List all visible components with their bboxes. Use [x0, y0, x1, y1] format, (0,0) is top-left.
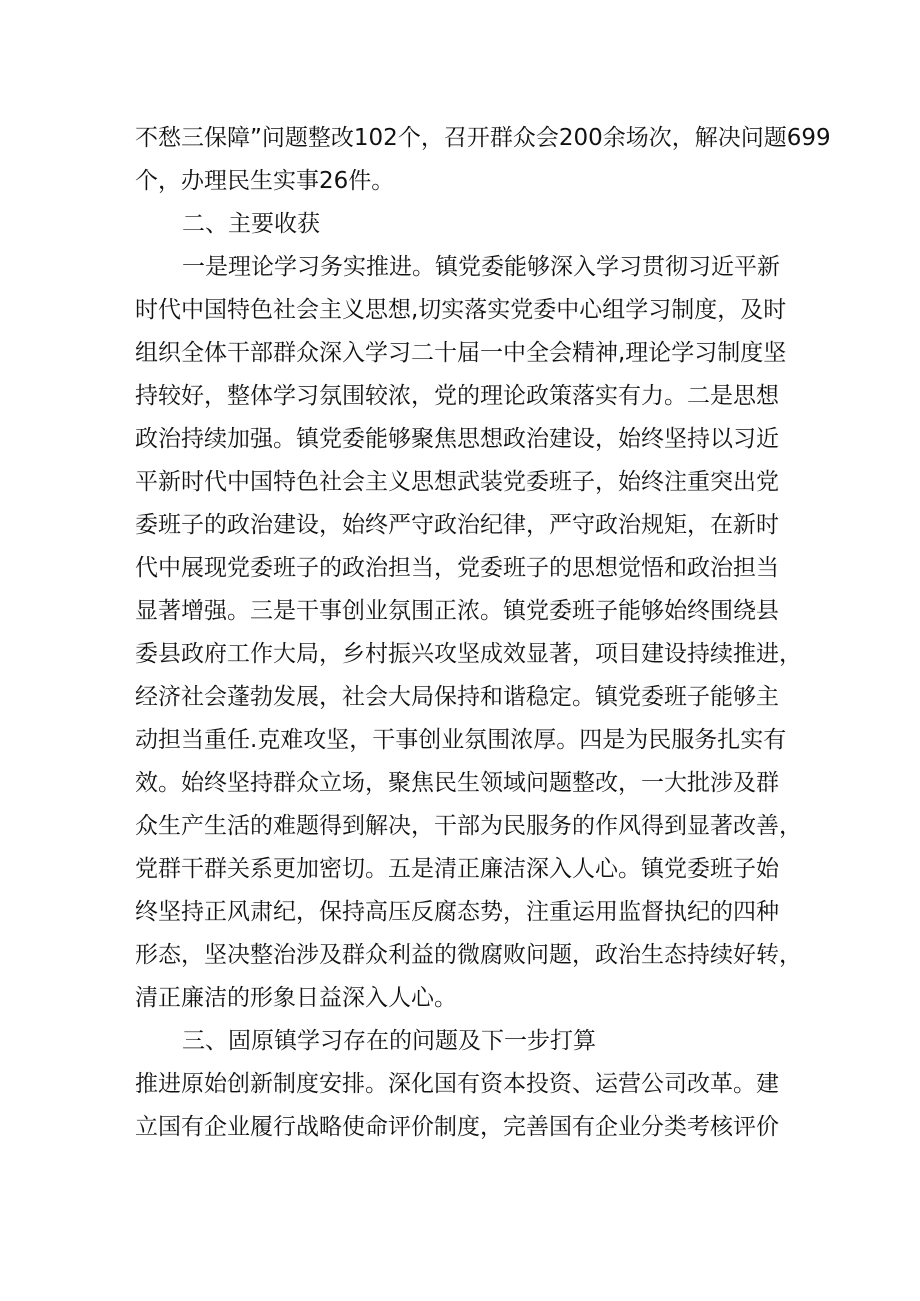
- text-line: 显著增强。三是干事创业氛围正浓。镇党委班子能够始终围绕县: [135, 598, 779, 624]
- text-line: 时代中国特色社会主义思想,切实落实党委中心组学习制度，及时: [135, 297, 787, 323]
- text-line: 动担当重任.克难攻坚，干事创业氛围浓厚。四是为民服务扎实有: [135, 727, 787, 753]
- section-heading: 三、固原镇学习存在的问题及下一步打算: [182, 1028, 596, 1054]
- paragraph-first-line: 一是理论学习务实推进。镇党委能够深入学习贯彻习近平新: [182, 254, 780, 280]
- text-line: 委县政府工作大局，乡村振兴攻坚成效显著，项目建设持续推进，: [135, 641, 802, 667]
- text-line: 众生产生活的难题得到解决，干部为民服务的作风得到显著改善，: [135, 813, 802, 839]
- text-line: 政治持续加强。镇党委能够聚焦思想政治建设，始终坚持以习近: [135, 426, 779, 452]
- text-line: 组织全体干部群众深入学习二十届一中全会精神,理论学习制度坚: [135, 340, 787, 366]
- text-line: 立国有企业履行战略使命评价制度，完善国有企业分类考核评价: [135, 1114, 779, 1140]
- text-line: 个，办理民生实事26件。: [135, 168, 395, 194]
- text-line: 平新时代中国特色社会主义思想武装党委班子，始终注重突出党: [135, 469, 779, 495]
- text-line: 经济社会蓬勃发展，社会大局保持和谐稳定。镇党委班子能够主: [135, 684, 779, 710]
- text-line: 党群干群关系更加密切。五是清正廉洁深入人心。镇党委班子始: [135, 856, 779, 882]
- section-heading: 二、主要收获: [182, 211, 320, 237]
- text-line: 不愁三保障”问题整改102个，召开群众会200余场次，解决问题699: [135, 125, 831, 151]
- text-line: 效。始终坚持群众立场，聚焦民生领域问题整改，一大批涉及群: [135, 770, 779, 796]
- text-line: 终坚持正风肃纪，保持高压反腐态势，注重运用监督执纪的四种: [135, 899, 779, 925]
- text-line: 委班子的政治建设，始终严守政治纪律，严守政治规矩，在新时: [135, 512, 779, 538]
- text-line: 形态，坚决整治涉及群众利益的微腐败问题，政治生态持续好转，: [135, 942, 802, 968]
- text-line: 代中展现党委班子的政治担当，党委班子的思想觉悟和政治担当: [135, 555, 779, 581]
- text-line: 推进原始创新制度安排。深化国有资本投资、运营公司改革。建: [135, 1071, 779, 1097]
- text-line: 清正廉洁的形象日益深入人心。: [135, 985, 457, 1011]
- text-line: 持较好，整体学习氛围较浓，党的理论政策落实有力。二是思想: [135, 383, 779, 409]
